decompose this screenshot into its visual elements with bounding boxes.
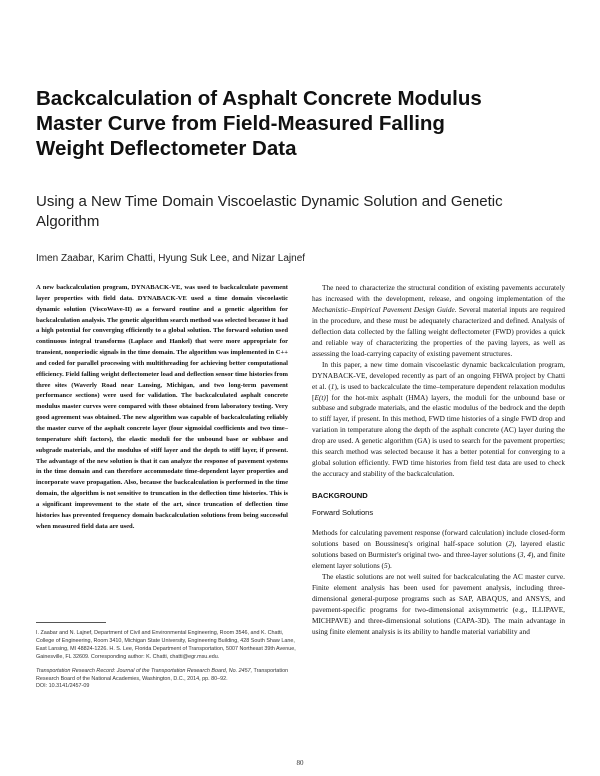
subsection-heading: Forward Solutions <box>312 508 374 518</box>
citation-journal: Transportation Research Record: Journal of the Transportation Research Board, No. 2457, <box>36 667 253 674</box>
abstract: A new backcalculation program, DYNABACK-VE, was used to backcalculate pavement layer properties with field data. DYNABACK-VE used a time domain viscoelastic dynamic solution (ViscoWave-II) as a forward routine and a genetic algorithm for backcalculation analysis. The genetic algorithm search method was selected because it had a high potential for converging efficiently to a global solution. The forward solution used continuous integral transforms (Laplace and Hankel) that were more appropriate for transient, nonperiodic signals in the time domain. The algorithm was implemented in C++ and coded for parallel processing with multithreading for achieving better computational efficiency. Field falling weight deflectometer load and deflection sensor time histories from three sites (Waverly Road near Lansing, Michigan, and two long-term pavement performance sections) were used for validation. The backcalculated asphalt concrete modulus master curves were compared with those obtained from laboratory testing. Very good agreement was obtained. The new algorithm was capable of backcalculating reliably the master curve of the asphalt concrete layer (four sigmoidal coefficients and two time–temperature shift factors), the elastic moduli for the unbound base or subbase and subgrade materials, and the modulus of stiff layer and the depth to stiff layer, if present. The advantage of the new solution is that it can analyze the response of pavement systems in the time domain and can therefore accommodate time-dependent layer properties and incorporate wave propagation. Also, because the backcalculation is performed in the time domain, the algorithm is not sensitive to truncation in the deflection time histories. This is a significant improvement to the state of the art, since truncation of deflection time histories has prevented frequency domain backcalculation solutions from being successful when measured field data are used. <box>36 284 288 530</box>
citation-note <box>36 668 296 684</box>
footnotes <box>36 630 296 691</box>
citation-ref[interactable]: 2 <box>508 539 513 549</box>
body-paragraph: The elastic solutions are not well suited for backcalculating the AC master curve. Finite element analysis has been used for pavement analysis, including three-dimensional general-purpose programs such as SAP, ABAQUS, and ANSYS, and pavement-specific programs for two-dimensional axisymmetric (e.g., ILLIPAVE, MICHPAVE) and three-dimensional solutions (CAPA-3D). The main advantage in using finite element analysis is its ability to handle material variability and <box>312 571 565 636</box>
citation-ref[interactable]: 3, 4 <box>519 550 531 560</box>
body-column <box>312 283 565 638</box>
author-affiliations: I. Zaabar and N. Lajnef, Department of Civil and Environmental Engineering, Room 3546, and K. Chatti, College of Engineering, Room 3410, Michigan State University, Engineering Building, 428 South Shaw Lane, East Lansing, MI 48824-1226. H. S. Lee, Florida Department of Transportation, 5007 Northeast 39th Avenue, Gainesville, FL 32609. Corresponding author: K. Chatti, chatti@egr.msu.edu. <box>36 630 296 660</box>
section-heading: BACKGROUND <box>312 491 368 501</box>
doi: DOI: 10.3141/2457-09 <box>36 683 90 690</box>
citation-details: Transportation Research Board of the National Academies, Washington, D.C., 2014, pp. 80–92. <box>36 667 289 682</box>
body-paragraph: In this paper, a new time domain viscoelastic dynamic backcalculation program, DYNABACK-VE, developed recently as part of an ongoing FHWA project by Chatti et al. (1), is used to backcalculate the time–temperature dependent relaxation modulus [E(t)] for the hot-mix asphalt (HMA) layers, the moduli for the unbound base or subbase and subgrade materials, and the elastic modulus of the bedrock and the depth to stiff layer, if present. In this method, FWD time histories of a single FWD drop and variation in temperature along the depth of the asphalt concrete (AC) layer during the drop are used. A genetic algorithm (GA) is used to search for the pavement properties; this search method was selected because it has a better potential for converging to a global solution efficiently. FWD time histories from field test data are used to check the accuracy and stability of the backcalculation. <box>312 359 565 479</box>
paper-subtitle: Using a New Time Domain Viscoelastic Dynamic Solution and Genetic Algorithm <box>36 193 503 230</box>
body-paragraph: Methods for calculating pavement response (forward calculation) include closed-form solutions based on Boussinesq's original half-space solution (2), layered elastic solutions based on Burmister's original two- and three-layer solutions (3, 4), and finite element layer solutions (5). <box>312 528 565 571</box>
citation-ref[interactable]: 1 <box>330 381 335 391</box>
footnote-divider <box>36 622 106 623</box>
author-list: Imen Zaabar, Karim Chatti, Hyung Suk Lee, and Nizar Lajnef <box>36 253 306 264</box>
body-paragraph: The need to characterize the structural condition of existing pavements accurately has increased with the development, release, and ongoing implementation of the Mechanistic–Empirical Pavement Design Guide. Several material inputs are required in the procedure, and these must be adequately characterized and defined. Analysis of deflection data collected by the falling weight deflectometer (FWD) provides a quick and reliable way of characterizing the properties of the paving layers, as well as assessing the load-carrying capacity of existing pavement structures. <box>312 283 565 358</box>
page-number: 80 <box>296 759 304 767</box>
paper-title: Backcalculation of Asphalt Concrete Modulus Master Curve from Field-Measured Falling Weight Deflectometer Data <box>36 87 482 160</box>
citation-ref[interactable]: 5 <box>383 561 388 571</box>
